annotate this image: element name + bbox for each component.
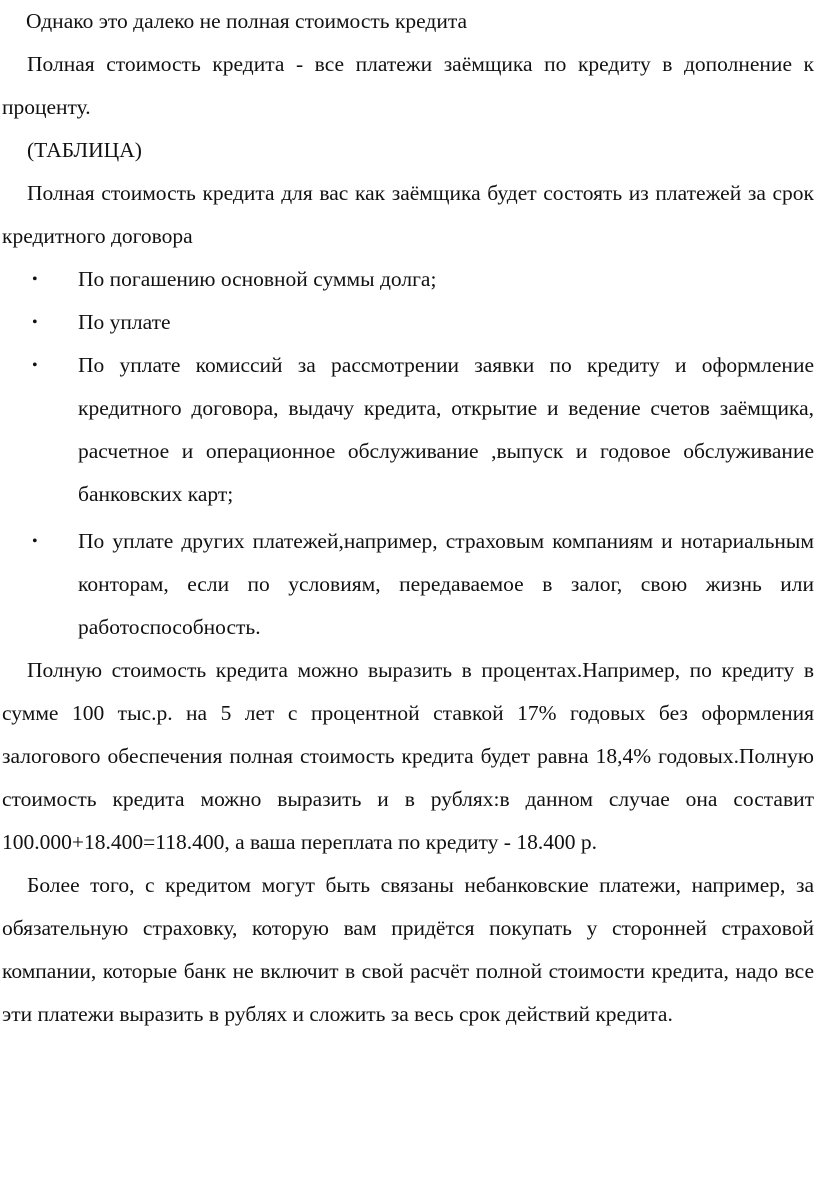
bullet-icon: • [32,314,38,331]
list-item [2,301,814,344]
definition-paragraph: Полная стоимость кредита - все платежи заёмщика по кредиту в дополнение к проценту. [2,52,814,119]
table-marker: (ТАБЛИЦА) [27,138,142,162]
list-item-text: По уплате [78,310,171,334]
list-item [2,258,814,301]
bullet-icon: • [32,271,38,288]
bullet-icon: • [32,533,38,550]
payment-list [2,258,814,649]
list-item-text: По погашению основной суммы долга; [78,267,437,291]
list-item-text: По уплате других платежей,например, страховым компаниям и нотариальным конторам, если по условиям, передаваемое в залог, свою жизнь или работоспособность. [78,529,814,639]
list-item [2,344,814,516]
list-item-text: По уплате комиссий за рассмотрении заявки по кредиту и оформление кредитного договора, выдачу кредита, открытие и ведение счетов заёмщика, расчетное и операционное обслуживание ,выпуск и годовое обслуживание банковских карт; [78,353,814,506]
example-paragraph: Полную стоимость кредита можно выразить в процентах.Например, по кредиту в сумме 100 тыс.р. на 5 лет с процентной ставкой 17% годовых без оформления залогового обеспечения полная стоимость кредита будет равна 18,4% годовых.Полную стоимость кредита можно выразить и в рублях:в данном случае она составит 100.000+18.400=118.400, а ваша переплата по кредиту - 18.400 р. [2,658,814,854]
list-item [2,520,814,649]
heading-line: Однако это далеко не полная стоимость кредита [26,9,468,33]
intro-paragraph: Полная стоимость кредита для вас как заёмщика будет состоять из платежей за срок кредитного договора [2,181,814,248]
closing-paragraph: Более того, с кредитом могут быть связаны небанковские платежи, например, за обязательную страховку, которую вам придётся покупать у сторонней страховой компании, которые банк не включит в свой расчёт полной стоимости кредита, надо все эти платежи выразить в рублях и сложить за весь срок действий кредита. [2,873,814,1026]
bullet-icon: • [32,357,38,374]
